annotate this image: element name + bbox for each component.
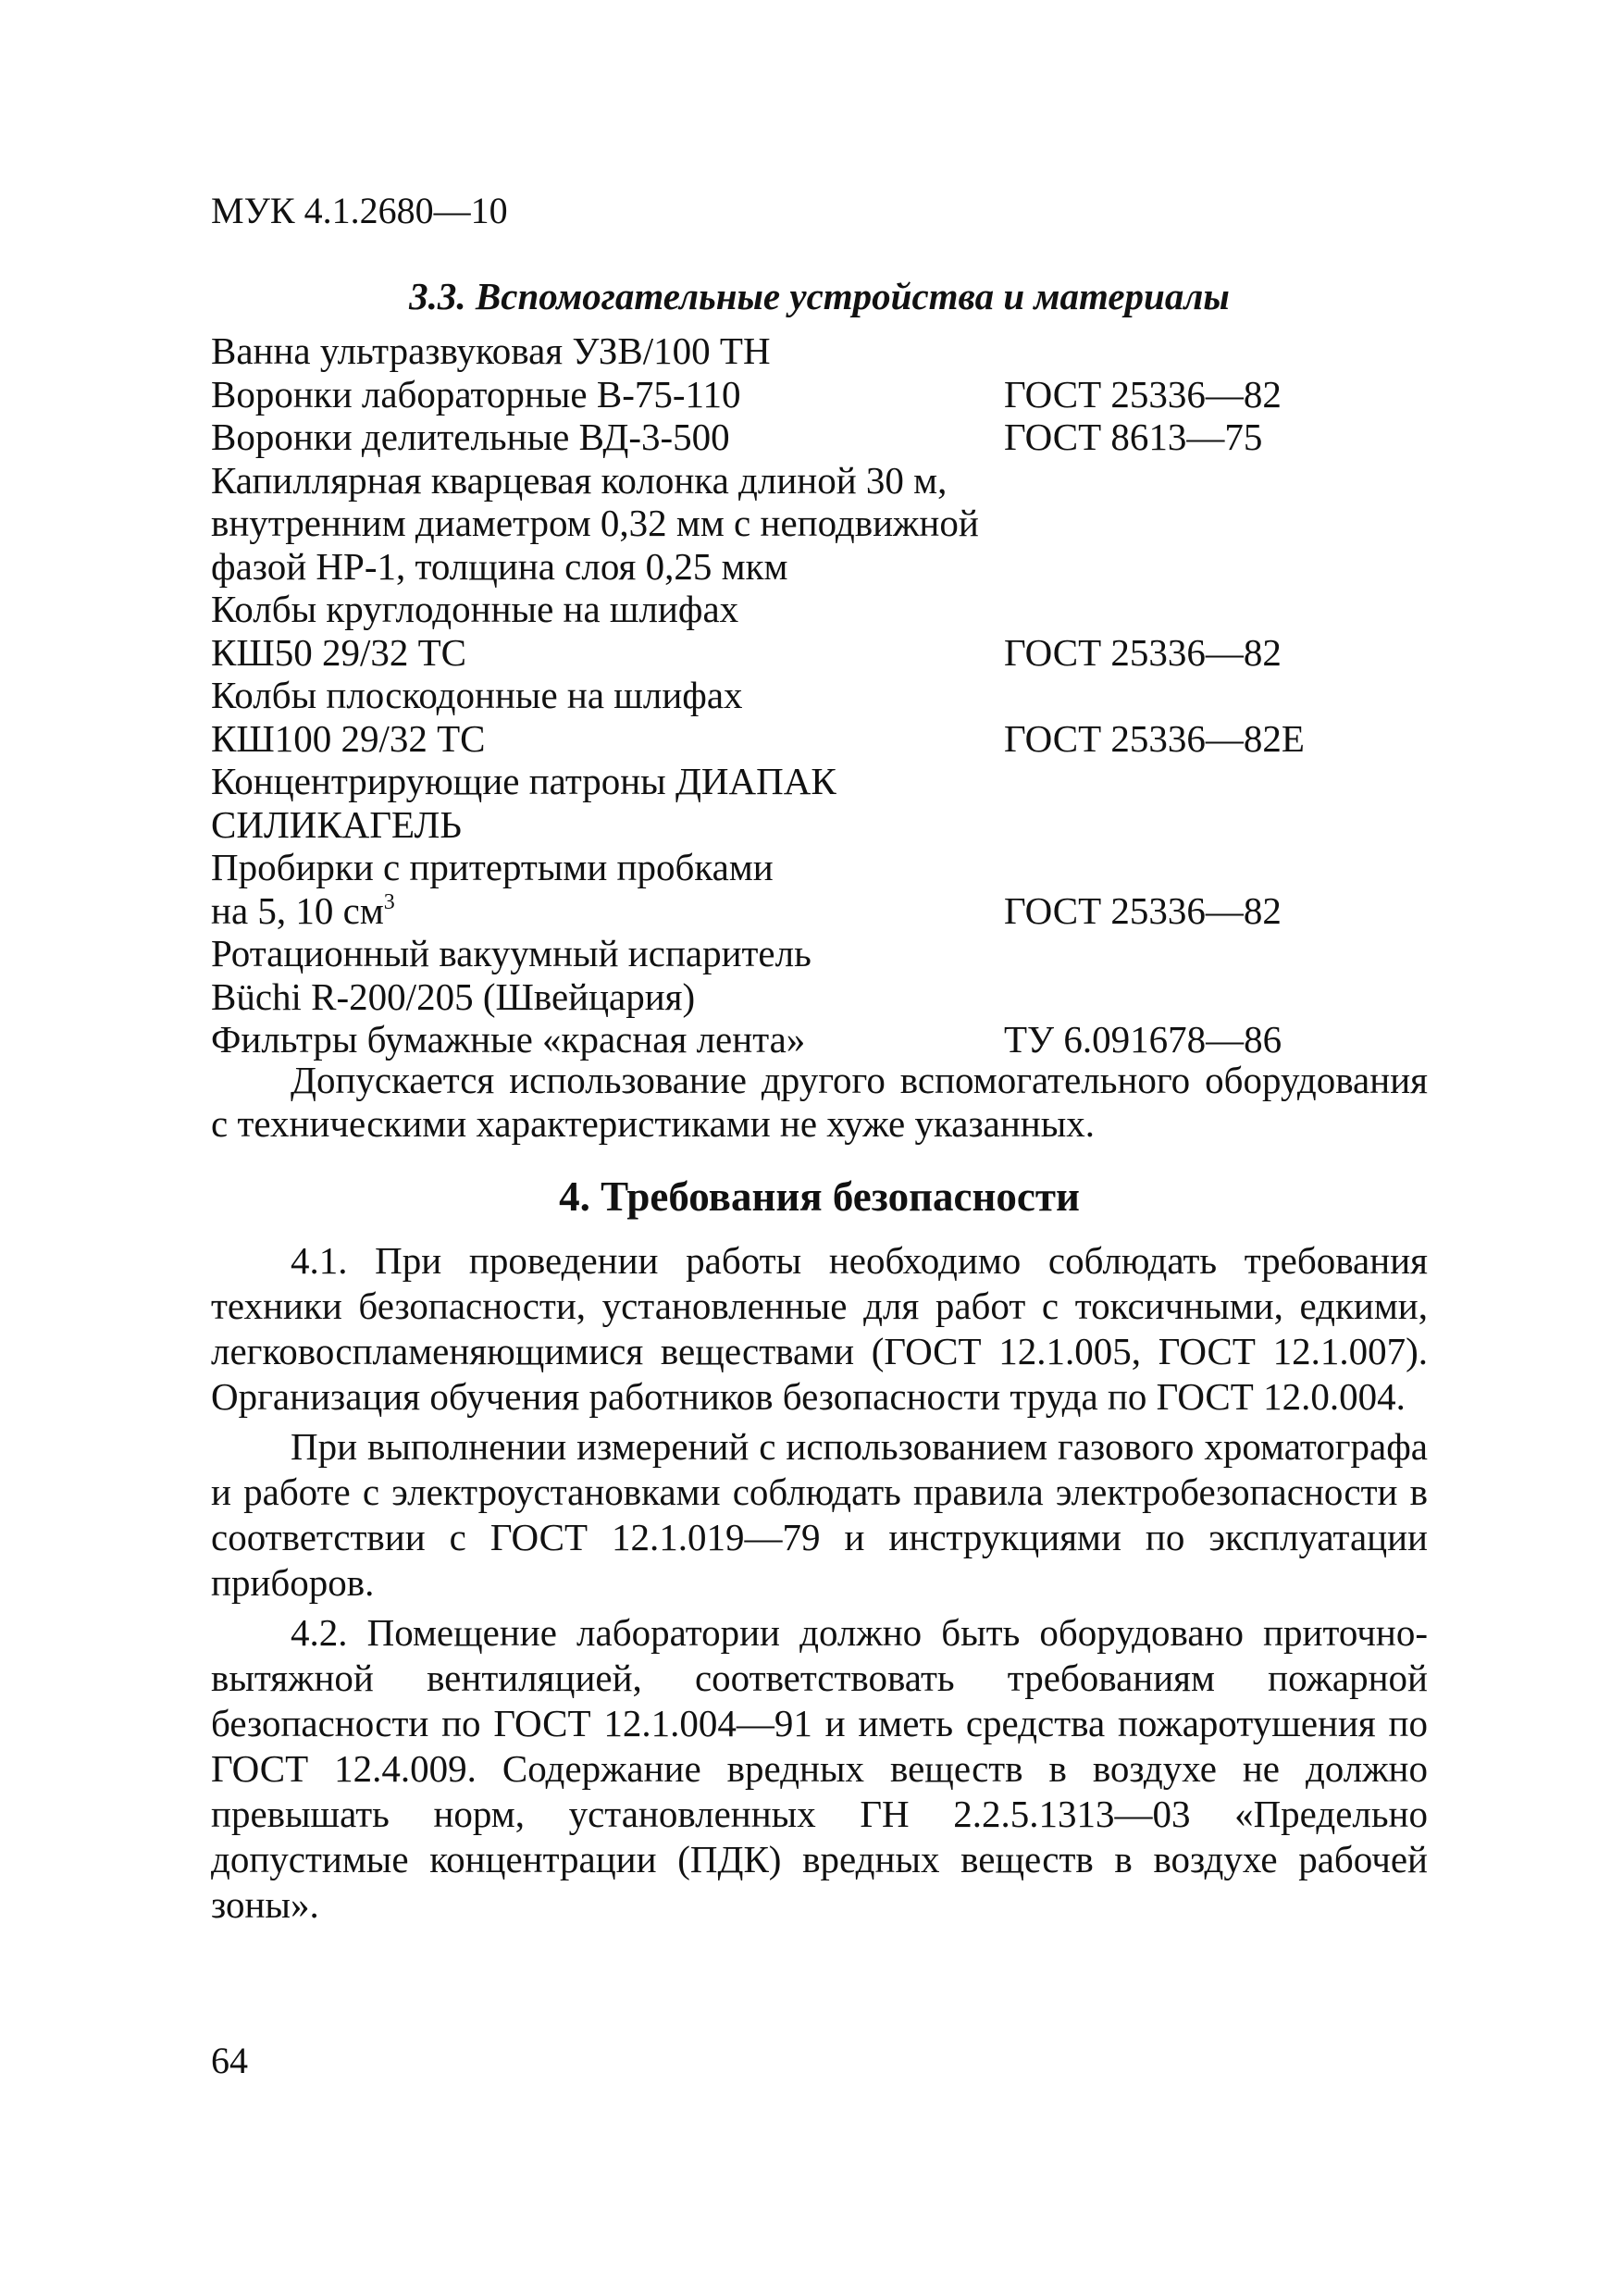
item-text: фазой HP-1, толщина слоя 0,25 мкм [211, 544, 788, 588]
list-item [211, 846, 1428, 932]
paragraph: При выполнении измерений с использованием газового хроматографа и работе с электроустановками соблюдать правила электробезопасности в соответствии с ГОСТ 12.1.019—79 и инструкциями по эксплуатации приборов. [211, 1425, 1428, 1604]
item-text: Воронки делительные ВД-3-500 [211, 416, 730, 458]
item-text: Воронки лабораторные В-75-110 [211, 372, 741, 416]
materials-note: Допускается использование другого вспомогательного оборудования с техническими характеристиками не хуже указанных. [211, 1059, 1428, 1145]
materials-note-block [211, 1059, 1428, 1145]
item-text: Пробирки с притертыми пробками [211, 846, 774, 888]
subsection-title: 3.3. Вспомогательные устройства и материалы [409, 275, 1230, 317]
item-standard: ТУ 6.091678—86 [1004, 1018, 1282, 1061]
item-text: СИЛИКАГЕЛЬ [211, 802, 462, 846]
item-text: КШ50 29/32 ТС [211, 630, 466, 674]
page-number: 64 [211, 2040, 248, 2081]
superscript: 3 [383, 889, 395, 914]
section-title: 4. Требования безопасности [559, 1173, 1080, 1220]
item-text-with-superscript [211, 889, 1007, 933]
item-text: Фильтры бумажные «красная лента» [211, 1018, 806, 1061]
item-text: Колбы плоскодонные на шлифах [211, 674, 743, 716]
materials-list [211, 329, 1428, 1061]
item-standard: ГОСТ 8613—75 [1004, 416, 1263, 458]
item-text: КШ100 29/32 ТС [211, 716, 486, 760]
item-text: Ротационный вакуумный испаритель [211, 932, 812, 974]
item-text: Колбы круглодонные на шлифах [211, 588, 739, 630]
item-text: Ванна ультразвуковая УЗВ/100 ТН [211, 329, 771, 372]
list-item [211, 329, 1428, 373]
paragraph: 4.2. Помещение лаборатории должно быть оборудовано приточно-вытяжной вентиляцией, соответствовать требованиям пожарной безопасности по ГОСТ 12.1.004—91 и иметь средства пожаротушения по ГОСТ 12.4.009. Содержание вредных веществ в воздухе не должно превышать норм, установленных ГН 2.2.5.1313—03 «Предельно допустимые концентрации (ПДК) вредных веществ в воздухе рабочей зоны». [211, 1611, 1428, 1926]
list-item [211, 932, 1428, 1018]
document-code: МУК 4.1.2680—10 [211, 190, 508, 231]
paragraph: 4.1. При проведении работы необходимо соблюдать требования техники безопасности, установленные для работ с токсичными, едкими, легковоспламеняющимися веществами (ГОСТ 12.1.005, ГОСТ 12.1.007). Организация обучения работников безопасности труда по ГОСТ 12.0.004. [211, 1239, 1428, 1418]
list-item [211, 760, 1428, 846]
item-standard: ГОСТ 25336—82 [1004, 888, 1282, 932]
item-text: внутренним диаметром 0,32 мм с неподвижной [211, 502, 979, 544]
item-standard: ГОСТ 25336—82 [1004, 372, 1282, 416]
item-standard: ГОСТ 25336—82Е [1004, 716, 1305, 760]
item-standard: ГОСТ 25336—82 [1004, 630, 1282, 674]
list-item [211, 674, 1428, 760]
list-item [211, 416, 1428, 459]
section-body [211, 1238, 1428, 1932]
list-item [211, 459, 1428, 589]
list-item [211, 373, 1428, 416]
item-text: на 5, 10 см [211, 888, 384, 932]
item-text: Büchi R-200/205 (Швейцария) [211, 974, 696, 1018]
list-item [211, 588, 1428, 674]
item-text: Концентрирующие патроны ДИАПАК [211, 760, 836, 802]
item-text: Капиллярная кварцевая колонка длиной 30 м, [211, 458, 948, 502]
list-item [211, 1018, 1428, 1061]
